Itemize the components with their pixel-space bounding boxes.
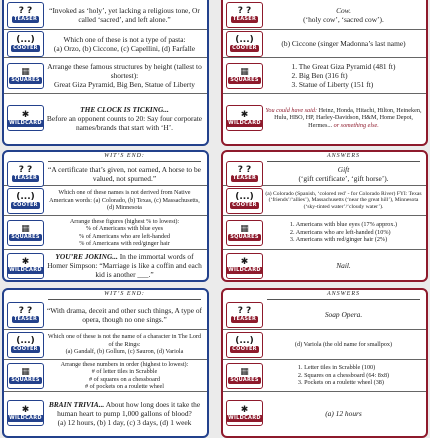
- teaser-answer-row: [223, 162, 426, 186]
- teaser-question: “With drama, deceit and other such things, A type of opera, though no one sings.”: [46, 305, 203, 324]
- squares-answer-row: [223, 360, 426, 392]
- cooter-question: Which one of these names is not derived from Native American words: (a) Colorado, (b) Texas, (c) Massachusetts, (d) Minnesota: [49, 189, 200, 212]
- asterisk-icon: ✱: [240, 257, 249, 267]
- wildcard-badge: ✱ WILDCARD: [7, 400, 44, 426]
- asterisk-icon: ✱: [21, 109, 30, 120]
- question-marks-icon: ? ?: [18, 6, 33, 16]
- cooter-badge: (...) COOTER: [226, 31, 263, 57]
- asterisk-icon: ✱: [21, 257, 30, 267]
- squares-badge: ▦ SQUARES: [226, 363, 263, 389]
- squares-question: Arrange these numbers in order (highest to lowest): # of letter tiles in Scrabble # of squares on a chessboard # of pockets on a roulette wheel: [60, 360, 189, 390]
- squares-answer: 1. Americans with blue eyes (17% approx.) 2. Americans who are left-handed (10%) 3. Americans with red/ginger hair (2%): [289, 221, 398, 244]
- brackets-icon: (...): [16, 192, 35, 202]
- answer-card-2: [221, 150, 428, 282]
- cooter-answer: (b) Ciccone (singer Madonna’s last name): [281, 39, 406, 48]
- teaser-badge: ? ? TEASER: [226, 2, 263, 28]
- question-marks-icon: ? ?: [18, 306, 33, 316]
- wildcard-answer-row: [223, 250, 426, 281]
- cooter-row: [4, 330, 207, 360]
- question-marks-icon: ? ?: [18, 165, 33, 175]
- question-card-3: [2, 288, 209, 438]
- question-marks-icon: ? ?: [237, 6, 252, 16]
- teaser-answer-row: [223, 300, 426, 330]
- cooter-answer: (a) Colorado (Spanish, ‘colored red’ - for Colorado River) FYI: Texas (‘friends’/‘allies’), Massachusetts (‘near the great hill’), Minnesota (‘sky-tinted water’/‘cloudy water’).: [265, 190, 422, 210]
- brackets-icon: (...): [235, 336, 254, 346]
- squares-row: [4, 360, 207, 392]
- card-header: WIT’S END:: [48, 152, 201, 162]
- teaser-question: “Invoked as ‘holy’, yet lacking a religious tone, Or called ‘sacred’, and left alone.”: [49, 5, 200, 24]
- squares-row: [4, 58, 207, 94]
- cooter-answer-row: [223, 186, 426, 216]
- teaser-question: “A certificate that’s given, not earned, A horse to be valued, not spurned.”: [48, 164, 201, 183]
- grid-icon: ▦: [21, 67, 30, 77]
- teaser-row: [4, 300, 207, 330]
- teaser-badge: ? ? TEASER: [7, 161, 44, 187]
- squares-answer: 1. Letter tiles in Scrabble (100) 2. Squares on a chessboard (64: 8x8) 3. Pockets on a roulette wheel (38): [297, 364, 390, 387]
- brackets-icon: (...): [16, 35, 35, 45]
- squares-answer-row: [223, 58, 426, 94]
- teaser-badge: ? ? TEASER: [226, 161, 263, 187]
- cooter-row: [4, 30, 207, 58]
- wildcard-question: BRAIN TRIVIA... About how long does it take the human heart to pump 1,000 gallons of blood? (a) 12 hours, (b) 1 day, (c) 3 days, (d) 1 week: [48, 399, 201, 427]
- cooter-answer-row: [223, 330, 426, 360]
- teaser-answer: Cow. (‘holy cow’, ‘sacred cow’).: [303, 5, 384, 24]
- squares-badge: ▦ SQUARES: [226, 220, 263, 246]
- squares-badge: ▦ SQUARES: [7, 363, 44, 389]
- squares-badge: ▦ SQUARES: [7, 220, 44, 246]
- teaser-answer: Gift (‘gift certificate’, ‘gift horse’).: [298, 164, 389, 183]
- wildcard-answer: (a) 12 hours: [325, 408, 362, 418]
- squares-badge: ▦ SQUARES: [226, 63, 263, 89]
- cooter-badge: (...) COOTER: [7, 332, 44, 358]
- question-marks-icon: ? ?: [237, 165, 252, 175]
- question-marks-icon: ? ?: [237, 306, 252, 316]
- wildcard-badge: ✱ WILDCARD: [7, 253, 44, 279]
- grid-icon: ▦: [240, 67, 249, 77]
- wildcard-row: [4, 392, 207, 434]
- squares-answer-row: [223, 216, 426, 250]
- wildcard-row: [4, 250, 207, 281]
- cooter-badge: (...) COOTER: [7, 188, 44, 214]
- wildcard-question: YOU’RE JOKING... In the immortal words of Homer Simpson: “Marriage is like a coffin and each kid is another ___.”: [47, 252, 202, 279]
- grid-icon: ▦: [21, 367, 30, 377]
- teaser-row: [4, 162, 207, 186]
- wildcard-answer-row: [223, 392, 426, 434]
- teaser-badge: ? ? TEASER: [226, 302, 263, 328]
- wildcard-row: [4, 94, 207, 142]
- asterisk-icon: ✱: [21, 404, 30, 415]
- cooter-row: [4, 186, 207, 216]
- wildcard-badge: ✱ WILDCARD: [226, 253, 263, 279]
- card-header: ANSWERS: [267, 290, 420, 300]
- wildcard-answer: Nail.: [336, 261, 351, 270]
- cooter-badge: (...) COOTER: [226, 188, 263, 214]
- wildcard-answer: You could have said: Heinz, Honda, Hitachi, Hilton, Heineken, Hulu, HBO, HP, Harley-Davidson, H&M, Home Depot, Hermes... or something else.: [265, 106, 422, 129]
- grid-icon: ▦: [240, 367, 249, 377]
- wildcard-badge: ✱ WILDCARD: [7, 105, 44, 131]
- cooter-badge: (...) COOTER: [226, 332, 263, 358]
- brackets-icon: (...): [235, 35, 254, 45]
- asterisk-icon: ✱: [240, 404, 249, 415]
- teaser-answer-row: [223, 0, 426, 30]
- cooter-badge: (...) COOTER: [7, 31, 44, 57]
- teaser-badge: ? ? TEASER: [7, 302, 44, 328]
- squares-answer: 1. The Great Giza Pyramid (481 ft) 2. Big Ben (316 ft) 3. Statue of Liberty (151 ft): [291, 62, 396, 89]
- answer-card-1: [221, 0, 428, 146]
- cooter-question: Which one of these is not the name of a character in The Lord of the Rings: (a) Gandalf, (b) Gollum, (c) Sauron, (d) Variola: [47, 333, 202, 356]
- squares-row: [4, 216, 207, 250]
- wildcard-answer-row: [223, 94, 426, 142]
- answer-card-3: [221, 288, 428, 438]
- squares-question: Arrange these famous structures by height (tallest to shortest): Great Giza Pyramid, Big Ben, Statue of Liberty: [47, 62, 202, 89]
- card-header: ANSWERS: [267, 152, 420, 162]
- wildcard-badge: ✱ WILDCARD: [226, 400, 263, 426]
- card-header: WIT’S END:: [48, 290, 201, 300]
- question-card-2: [2, 150, 209, 282]
- brackets-icon: (...): [16, 336, 35, 346]
- wildcard-badge: ✱ WILDCARD: [226, 105, 263, 131]
- cooter-question: Which one of these is not a type of pasta: (a) Orzo, (b) Ciccone, (c) Capellini, (d) Farfalle: [53, 34, 196, 53]
- grid-icon: ▦: [21, 224, 30, 234]
- teaser-badge: ? ? TEASER: [7, 2, 44, 28]
- squares-badge: ▦ SQUARES: [7, 63, 44, 89]
- asterisk-icon: ✱: [240, 109, 249, 120]
- squares-question: Arrange these figures (highest % to lowest): % of Americans with blue eyes % of Americans who are left-handed % of Americans with red/ginger hair: [69, 217, 180, 247]
- cooter-answer: (d) Variola (the old name for smallpox): [294, 340, 393, 348]
- grid-icon: ▦: [240, 224, 249, 234]
- teaser-answer: Soap Opera.: [324, 310, 363, 319]
- question-card-1: [2, 0, 209, 146]
- wildcard-question: THE CLOCK IS TICKING... Before an opponent counts to 20: Say four corporate names/brands that start with ‘H’.: [46, 104, 203, 132]
- brackets-icon: (...): [235, 192, 254, 202]
- teaser-row: [4, 0, 207, 30]
- cooter-answer-row: [223, 30, 426, 58]
